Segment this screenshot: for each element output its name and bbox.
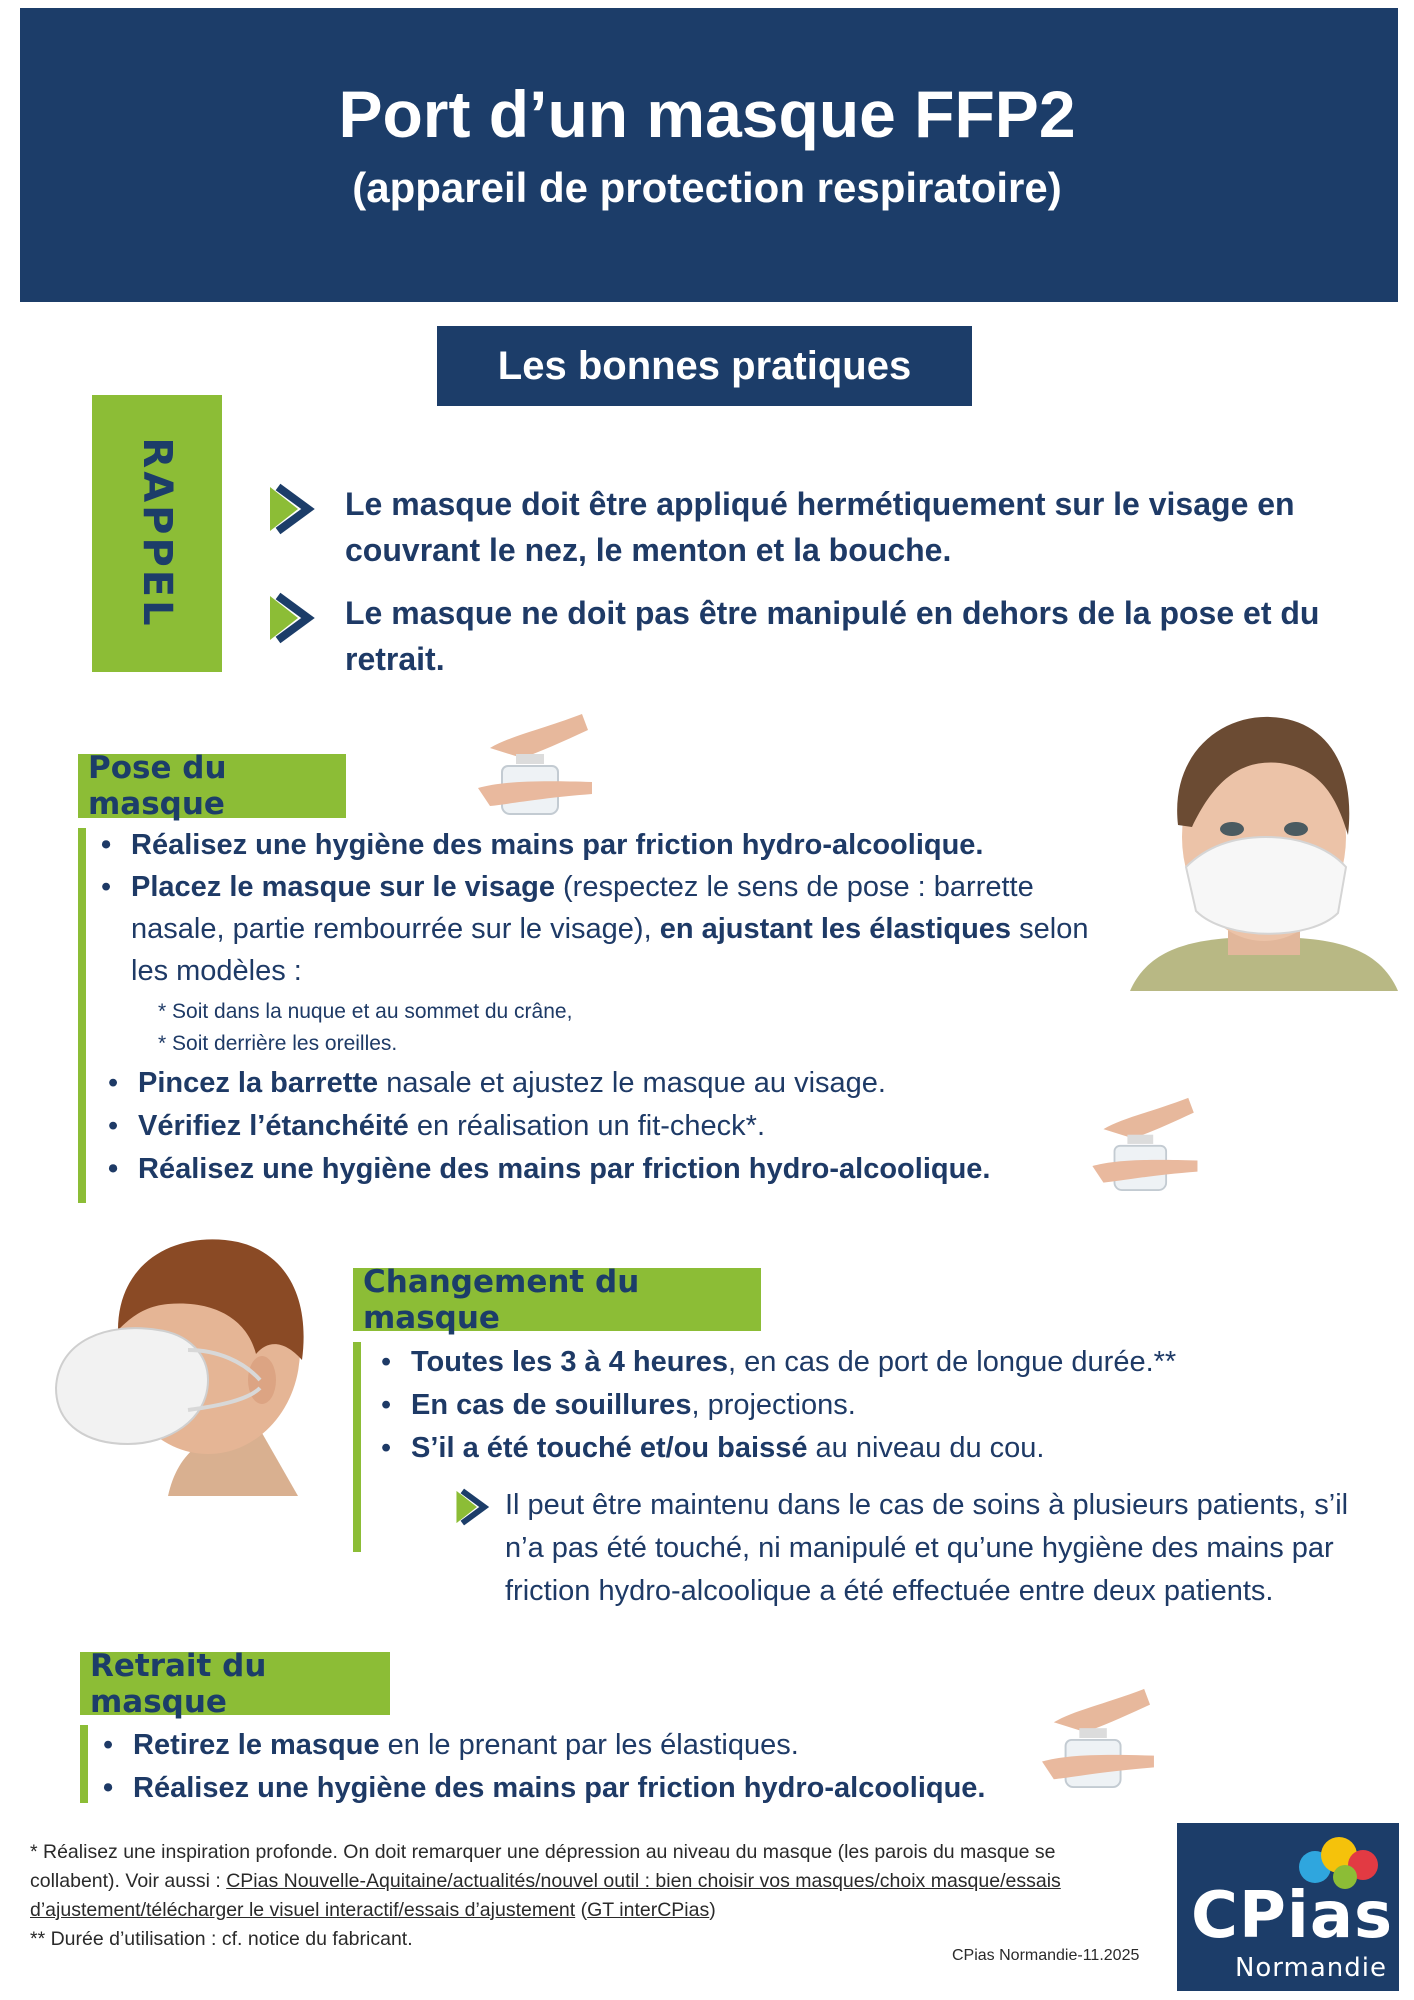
- list-item: • Retirez le masque en le prenant par les élastiques.: [101, 1724, 1121, 1767]
- footnote-text: ** Durée d’utilisation : cf. notice du fabricant.: [30, 1928, 413, 1950]
- list-subitem: * Soit derrière les oreilles.: [158, 1032, 398, 1055]
- section-heading-changement: Changement du masque: [353, 1268, 761, 1331]
- hand-sanitizer-icon: [470, 708, 598, 818]
- chevron-right-icon: [455, 1488, 493, 1526]
- logo-region: Normandie: [1234, 1953, 1387, 1983]
- chevron-right-icon: [268, 483, 320, 535]
- footnote-link[interactable]: CPias Nouvelle-Aquitaine/actualités/nouvel outil : bien choisir vos masques/choix masque/essais d’ajustement/télécharger le visuel interactif/essais d’ajustement: [30, 1870, 1061, 1921]
- person-wearing-mask-icon: [1130, 705, 1398, 991]
- hand-sanitizer-icon: [1034, 1683, 1160, 1791]
- rappel-label: RAPPEL: [134, 437, 180, 629]
- list-item: • Toutes les 3 à 4 heures, en cas de port de longue durée.**: [379, 1341, 1379, 1384]
- pose-list: [99, 824, 1119, 992]
- section-bar: [80, 1725, 88, 1803]
- footnote-text: * Réalisez une inspiration profonde. On doit remarquer une dépression au niveau du masque (les parois du masque se collabent). Voir aussi :: [30, 1841, 1056, 1892]
- list-item: • S’il a été touché et/ou baissé au niveau du cou.: [379, 1427, 1379, 1470]
- list-item: • Réalisez une hygiène des mains par friction hydro-alcoolique.: [99, 824, 1119, 866]
- footnote: * Réalisez une inspiration profonde. On doit remarquer une dépression au niveau du masque (les parois du masque se collabent). Voir aussi : CPias Nouvelle-Aquitaine/actualités/nouvel outil : bien choisir vos masques/choix masque/essais d’ajustement/télécharger le visuel interactif/essais d’ajustement (GT interCPias) ** Durée d’utilisation : cf. notice du fabricant.: [30, 1841, 1061, 1950]
- list-item: • Vérifiez l’étanchéité en réalisation un fit-check*.: [106, 1105, 1126, 1148]
- section-banner: Les bonnes pratiques: [437, 326, 972, 406]
- page-subtitle: (appareil de protection respiratoire): [352, 164, 1062, 211]
- section-heading-pose: Pose du masque: [78, 754, 346, 818]
- retrait-list: [101, 1724, 1121, 1810]
- list-item: • En cas de souillures, projections.: [379, 1384, 1379, 1427]
- pose-sublist: [158, 996, 572, 1060]
- footnote-link[interactable]: GT interCPias: [587, 1899, 710, 1921]
- list-item: • Réalisez une hygiène des mains par friction hydro-alcoolique.: [106, 1148, 1126, 1191]
- pose-list-continued: [106, 1062, 1126, 1191]
- list-item: • Placez le masque sur le visage (respectez le sens de pose : barrette nasale, partie rembourrée sur le visage), en ajustant les élastiques selon les modèles :: [99, 866, 1119, 992]
- list-item: • Réalisez une hygiène des mains par friction hydro-alcoolique.: [101, 1767, 1121, 1810]
- logo-name: CPias: [1191, 1879, 1394, 1953]
- credit-text: CPias Normandie-11.2025: [952, 1947, 1140, 1964]
- chevron-right-icon: [268, 592, 320, 644]
- person-profile-mask-icon: [48, 1230, 318, 1496]
- cpias-logo: [1177, 1823, 1399, 1991]
- changement-note: Il peut être maintenu dans le cas de soins à plusieurs patients, s’il n’a pas été touché, ni manipulé et qu’une hygiène des mains par friction hydro-alcoolique a été effectuée entre deux patients.: [505, 1489, 1349, 1607]
- list-item: • Pincez la barrette nasale et ajustez le masque au visage.: [106, 1062, 1126, 1105]
- hand-sanitizer-icon: [1085, 1090, 1203, 1196]
- list-subitem: * Soit dans la nuque et au sommet du crâne,: [158, 1000, 573, 1023]
- page-title: Port d’un masque FFP2: [338, 77, 1076, 151]
- changement-list: [379, 1341, 1379, 1470]
- section-bar: [353, 1342, 361, 1552]
- section-bar: [78, 828, 86, 1203]
- rappel-item: Le masque ne doit pas être manipulé en dehors de la pose et du retrait.: [345, 595, 1320, 677]
- rappel-item: Le masque doit être appliqué hermétiquement sur le visage en couvrant le nez, le menton et la bouche.: [345, 486, 1295, 568]
- section-heading-retrait: Retrait du masque: [80, 1652, 390, 1715]
- header-banner: [20, 8, 1398, 302]
